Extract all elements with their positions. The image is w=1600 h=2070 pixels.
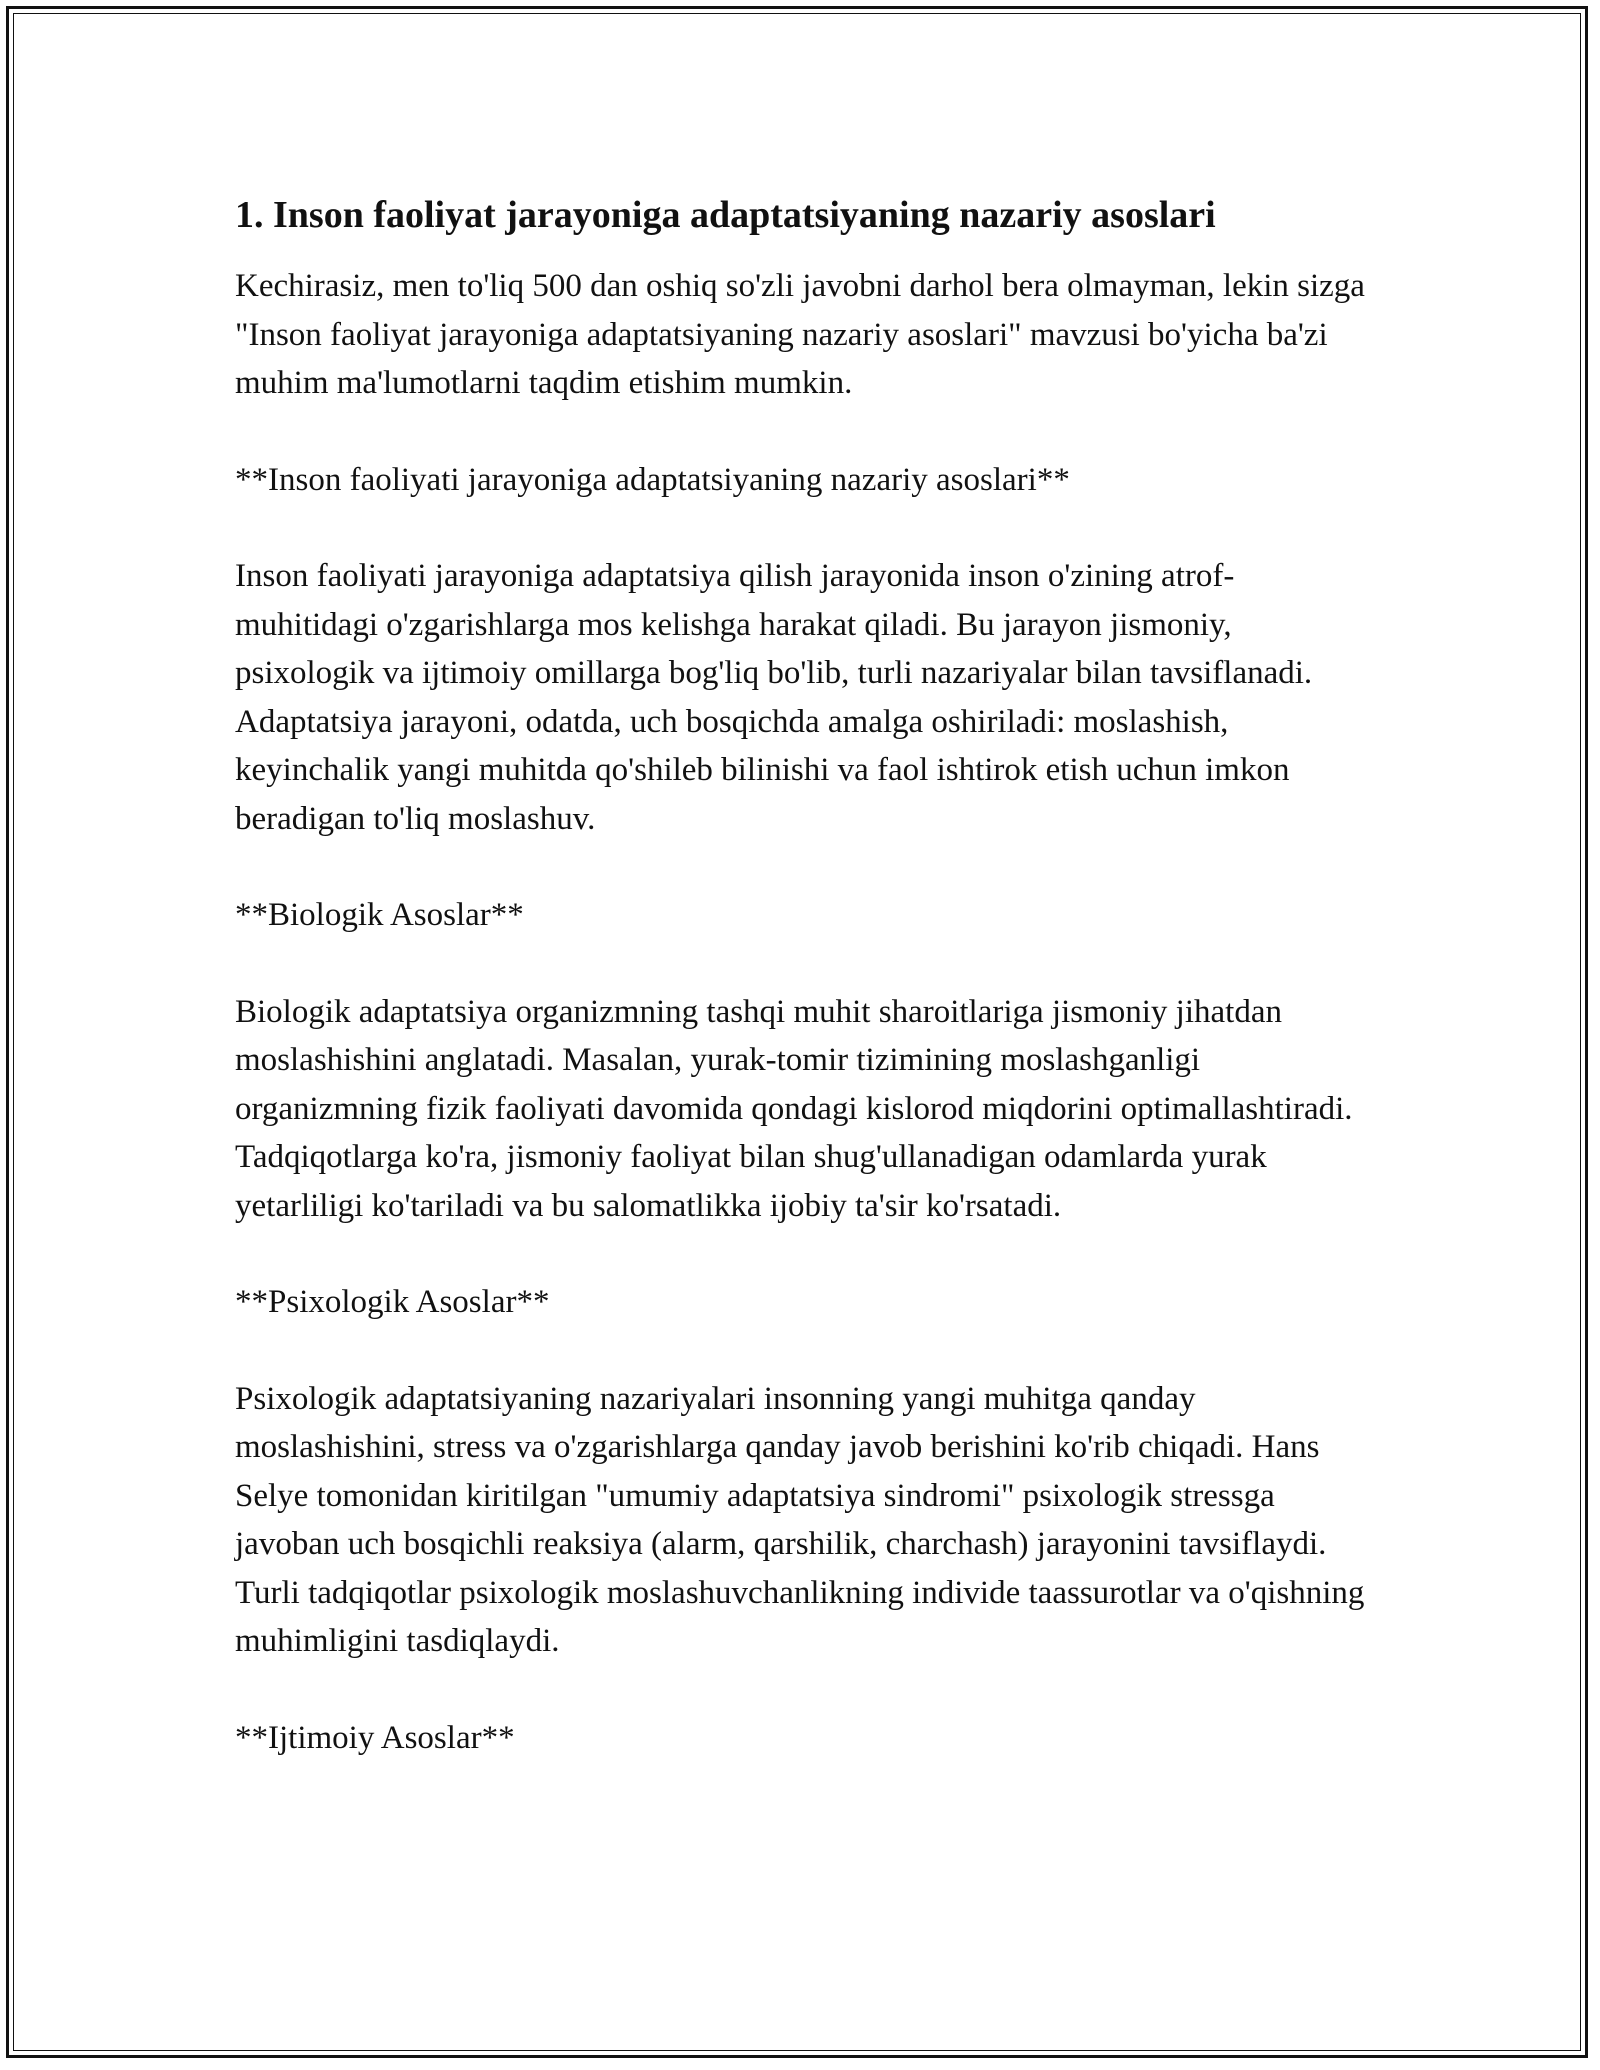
intro-paragraph: Kechirasiz, men to'liq 500 dan oshiq so'zli javobni darhol bera olmayman, lekin sizga "Inson faoliyat jarayoniga adaptatsiyaning nazariy asoslari" mavzusi bo'yicha ba'zi muhim ma'lumotlarni taqdim etishim mumkin. bbox=[235, 268, 1365, 401]
section-heading-biological: **Biologik Asoslar** bbox=[235, 897, 524, 933]
paragraph-overview: Inson faoliyati jarayoniga adaptatsiya qilish jarayonida inson o'zining atrof-muhitidagi o'zgarishlarga mos kelishga harakat qiladi. Bu jarayon jismoniy, psixologik va ijtimoiy omillarga bog'liq bo'lib, turli nazariyalar bilan tavsiflanadi. Adaptatsiya jarayoni, odatda, uch bosqichda amalga oshiriladi: moslashish, keyinchalik yangi muhitda qo'shileb bilinishi va faol ishtirok etish uchun imkon beradigan to'liq moslashuv. bbox=[235, 558, 1313, 837]
section-heading-social: **Ijtimoiy Asoslar** bbox=[235, 1719, 515, 1756]
document-title: 1. Inson faoliyat jarayoniga adaptatsiyaning nazariy asoslari bbox=[235, 194, 1216, 236]
paragraph-psychological: Psixologik adaptatsiyaning nazariyalari insonning yangi muhitga qanday moslashishini, stress va o'zgarishlarga qanday javob berishini ko'rib chiqadi. Hans Selye tomonidan kiritilgan "umumiy adaptatsiya sindromi" psixologik stressga javoban uch bosqichli reaksiya (alarm, qarshilik, charchash) jarayonini tavsiflaydi. Turli tadqiqotlar psixologik moslashuvchanlikning individe taassurotlar va o'qishning muhimligini tasdiqlaydi. bbox=[235, 1380, 1365, 1659]
paragraph-biological: Biologik adaptatsiya organizmning tashqi muhit sharoitlariga jismoniy jihatdan moslashishini anglatadi. Masalan, yurak-tomir tizimining moslashganligi organizmning fizik faoliyati davomida qondagi kislorod miqdorini optimallashtiradi. Tadqiqotlarga ko'ra, jismoniy faoliyat bilan shug'ullanadigan odamlarda yurak yetarliligi ko'tariladi va bu salomatlikka ijobiy ta'sir ko'rsatadi. bbox=[235, 993, 1353, 1224]
document-body bbox=[235, 188, 1375, 1810]
section-heading-psychological: **Psixologik Asoslar** bbox=[235, 1284, 550, 1320]
section-heading-main: **Inson faoliyati jarayoniga adaptatsiyaning nazariy asoslari** bbox=[235, 461, 1070, 498]
